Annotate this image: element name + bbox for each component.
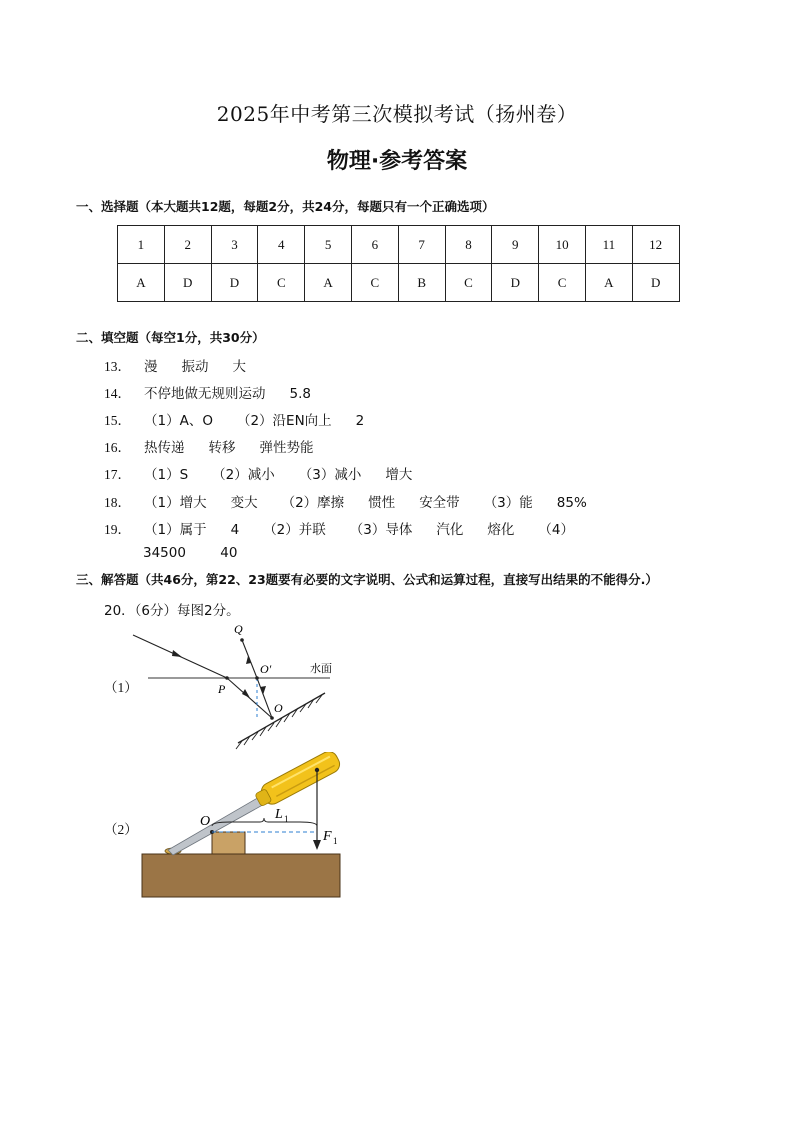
figure1-label: （1） (104, 680, 138, 695)
point-o-label: O (274, 701, 283, 715)
question-number-cell: 2 (164, 226, 211, 264)
answer-blank: 弹性势能 (259, 440, 314, 456)
answer-blank: （3）导体 (349, 522, 413, 538)
answer-blank: 热传递 (144, 440, 185, 456)
fill-in-row (104, 491, 611, 511)
question-number-cell: 10 (539, 226, 586, 264)
answer-blank: （3）减小 (298, 467, 362, 483)
question-number-cell: 12 (632, 226, 679, 264)
question-number-cell: 9 (492, 226, 539, 264)
question-number-cell: 11 (585, 226, 632, 264)
answer-blank: 4 (230, 522, 240, 538)
fill-in-row (104, 382, 335, 402)
question-number: 14． (104, 386, 131, 401)
answer-cell: C (445, 264, 492, 302)
question-number-cell: 1 (118, 226, 165, 264)
answer-blank: （1）属于 (144, 522, 207, 538)
question-number-cell: 3 (211, 226, 258, 264)
answer-blank: （3）能 (483, 495, 533, 511)
force-f1-label: F (323, 829, 332, 844)
question-number: 19． (104, 522, 131, 537)
figure2-lever-diagram (140, 752, 350, 900)
answer-blank: （2）减小 (212, 467, 275, 483)
question-number: 16． (104, 440, 131, 455)
fill-in-row (104, 436, 338, 456)
answer-blank: （1）S (144, 467, 189, 483)
row19-value-2: 40 (220, 545, 238, 561)
answer-blank: （1）A、O (144, 413, 213, 429)
answer-blank: 增大 (385, 467, 413, 483)
answer-blank: 转移 (208, 440, 236, 456)
exam-subtitle: 物理·参考答案 (326, 149, 468, 174)
answer-cell: C (351, 264, 398, 302)
fill-in-row (104, 518, 598, 538)
answer-blank: 5.8 (289, 386, 311, 402)
question-number: 13． (104, 359, 131, 374)
question-number: 18． (104, 495, 131, 510)
q20-line: 20．（6分）每图2分。 (104, 603, 240, 619)
choice-answer-table (117, 225, 680, 302)
answer-cell: D (164, 264, 211, 302)
water-surface-label: 水面 (310, 662, 332, 675)
question-number-cell: 8 (445, 226, 492, 264)
row19-continuation (143, 545, 261, 561)
answer-blank: 安全带 (419, 495, 460, 511)
question-number-cell: 5 (305, 226, 352, 264)
row19-value-1: 34500 (143, 545, 186, 561)
answer-blank: （2）沿EN向上 (236, 413, 332, 429)
answer-blank: 振动 (181, 359, 209, 375)
point-p-label: P (218, 682, 226, 696)
answer-cell: C (258, 264, 305, 302)
answer-blank: 大 (232, 359, 246, 375)
question-number-cell: 4 (258, 226, 305, 264)
fill-in-row (104, 355, 270, 375)
answer-blank: 不停地做无规则运动 (144, 386, 266, 402)
figure1-optics-diagram (130, 615, 360, 750)
answer-cell: C (539, 264, 586, 302)
answer-blank: 漫 (144, 359, 158, 375)
answer-blank: 汽化 (436, 522, 464, 538)
question-number: 15． (104, 413, 131, 428)
question-number-row (118, 226, 680, 264)
section1-heading: 一、选择题（本大题共12题，每题2分，共24分，每题只有一个正确选项） (76, 199, 495, 214)
answer-blank: （1）增大 (144, 495, 207, 511)
question-number-cell: 7 (398, 226, 445, 264)
answer-blank: （2）并联 (263, 522, 326, 538)
section3-heading: 三、解答题（共46分，第22、23题要有必要的文字说明、公式和运算过程，直接写出结果的不能得分.） (76, 572, 658, 587)
arm-l1-subscript: 1 (284, 814, 289, 824)
pivot-o-label: O (200, 814, 211, 829)
answer-blank: 2 (355, 413, 365, 429)
point-o-prime-label: O′ (260, 662, 272, 676)
figure2-label: （2） (104, 822, 138, 837)
exam-title: 2025年中考第三次模拟考试（扬州卷） (216, 102, 578, 126)
answer-blank: 85% (556, 495, 587, 511)
answer-blank: 惯性 (368, 495, 396, 511)
answer-cell: D (632, 264, 679, 302)
answer-row (118, 264, 680, 302)
arm-l1-label: L (275, 807, 283, 822)
point-q-label: Q (234, 622, 243, 636)
question-number-cell: 6 (351, 226, 398, 264)
section2-heading: 二、填空题（每空1分，共30分） (76, 330, 265, 345)
answer-cell: B (398, 264, 445, 302)
answer-cell: D (211, 264, 258, 302)
fill-in-row (104, 409, 388, 429)
answer-blank: （2）摩擦 (281, 495, 345, 511)
force-f1-subscript: 1 (333, 836, 338, 846)
answer-blank: （4） (538, 522, 574, 538)
question-number: 17． (104, 467, 131, 482)
fill-in-row (104, 463, 436, 483)
answer-blank: 熔化 (487, 522, 515, 538)
answer-cell: A (118, 264, 165, 302)
answer-cell: D (492, 264, 539, 302)
answer-cell: A (585, 264, 632, 302)
answer-blank: 变大 (230, 495, 258, 511)
answer-cell: A (305, 264, 352, 302)
